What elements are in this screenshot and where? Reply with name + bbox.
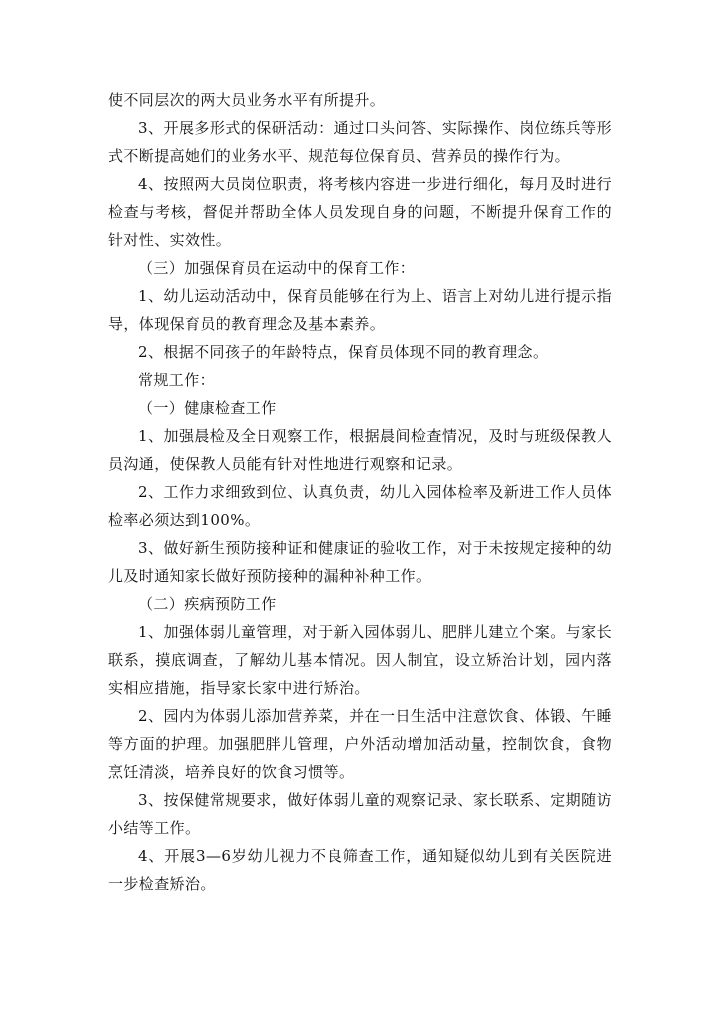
paragraph-item-3: 3、按保健常规要求，做好体弱儿童的观察记录、家长联系、定期随访小结等工作。 <box>108 791 612 837</box>
section-heading-routine: 常规工作： <box>138 371 216 389</box>
subsection-heading-disease-prevention: （二）疾病预防工作 <box>138 595 277 613</box>
paragraph-item-1: 1、幼儿运动活动中，保育员能够在行为上、语言上对幼儿进行提示指导，体现保育员的教育理念及基本素养。 <box>108 287 612 333</box>
paragraph-item-2: 2、园内为体弱儿添加营养菜，并在一日生活中注意饮食、体锻、午睡等方面的护理。加强肥胖儿管理，户外活动增加活动量，控制饮食，食物烹饪清淡，培养良好的饮食习惯等。 <box>108 707 612 781</box>
paragraph-continuation: 使不同层次的两大员业务水平有所提升。 <box>108 91 386 109</box>
paragraph-item-4: 4、开展3—6岁幼儿视力不良筛查工作，通知疑似幼儿到有关医院进一步检查矫治。 <box>108 847 612 893</box>
paragraph-item-3: 3、做好新生预防接种证和健康证的验收工作，对于未按规定接种的幼儿及时通知家长做好预防接种的漏种补种工作。 <box>108 539 612 585</box>
paragraph-item-2: 2、工作力求细致到位、认真负责，幼儿入园体检率及新进工作人员体检率必须达到100%。 <box>108 483 612 529</box>
paragraph-item-3: 3、开展多形式的保研活动：通过口头问答、实际操作、岗位练兵等形式不断提高她们的业务水平、规范每位保育员、营养员的操作行为。 <box>108 119 612 165</box>
paragraph-item-1: 1、加强晨检及全日观察工作，根据晨间检查情况，及时与班级保教人员沟通，使保教人员能有针对性地进行观察和记录。 <box>108 427 612 473</box>
paragraph-item-2: 2、根据不同孩子的年龄特点，保育员体现不同的教育理念。 <box>138 343 549 361</box>
subsection-heading-health-check: （一）健康检查工作 <box>138 399 277 417</box>
paragraph-item-4: 4、按照两大员岗位职责，将考核内容进一步进行细化，每月及时进行检查与考核，督促并帮助全体人员发现自身的问题，不断提升保育工作的针对性、实效性。 <box>108 175 612 249</box>
paragraph-item-1: 1、加强体弱儿童管理，对于新入园体弱儿、肥胖儿建立个案。与家长联系，摸底调查，了解幼儿基本情况。因人制宜，设立矫治计划，园内落实相应措施，指导家长家中进行矫治。 <box>108 623 612 697</box>
section-heading-3: （三）加强保育员在运动中的保育工作： <box>138 259 416 277</box>
